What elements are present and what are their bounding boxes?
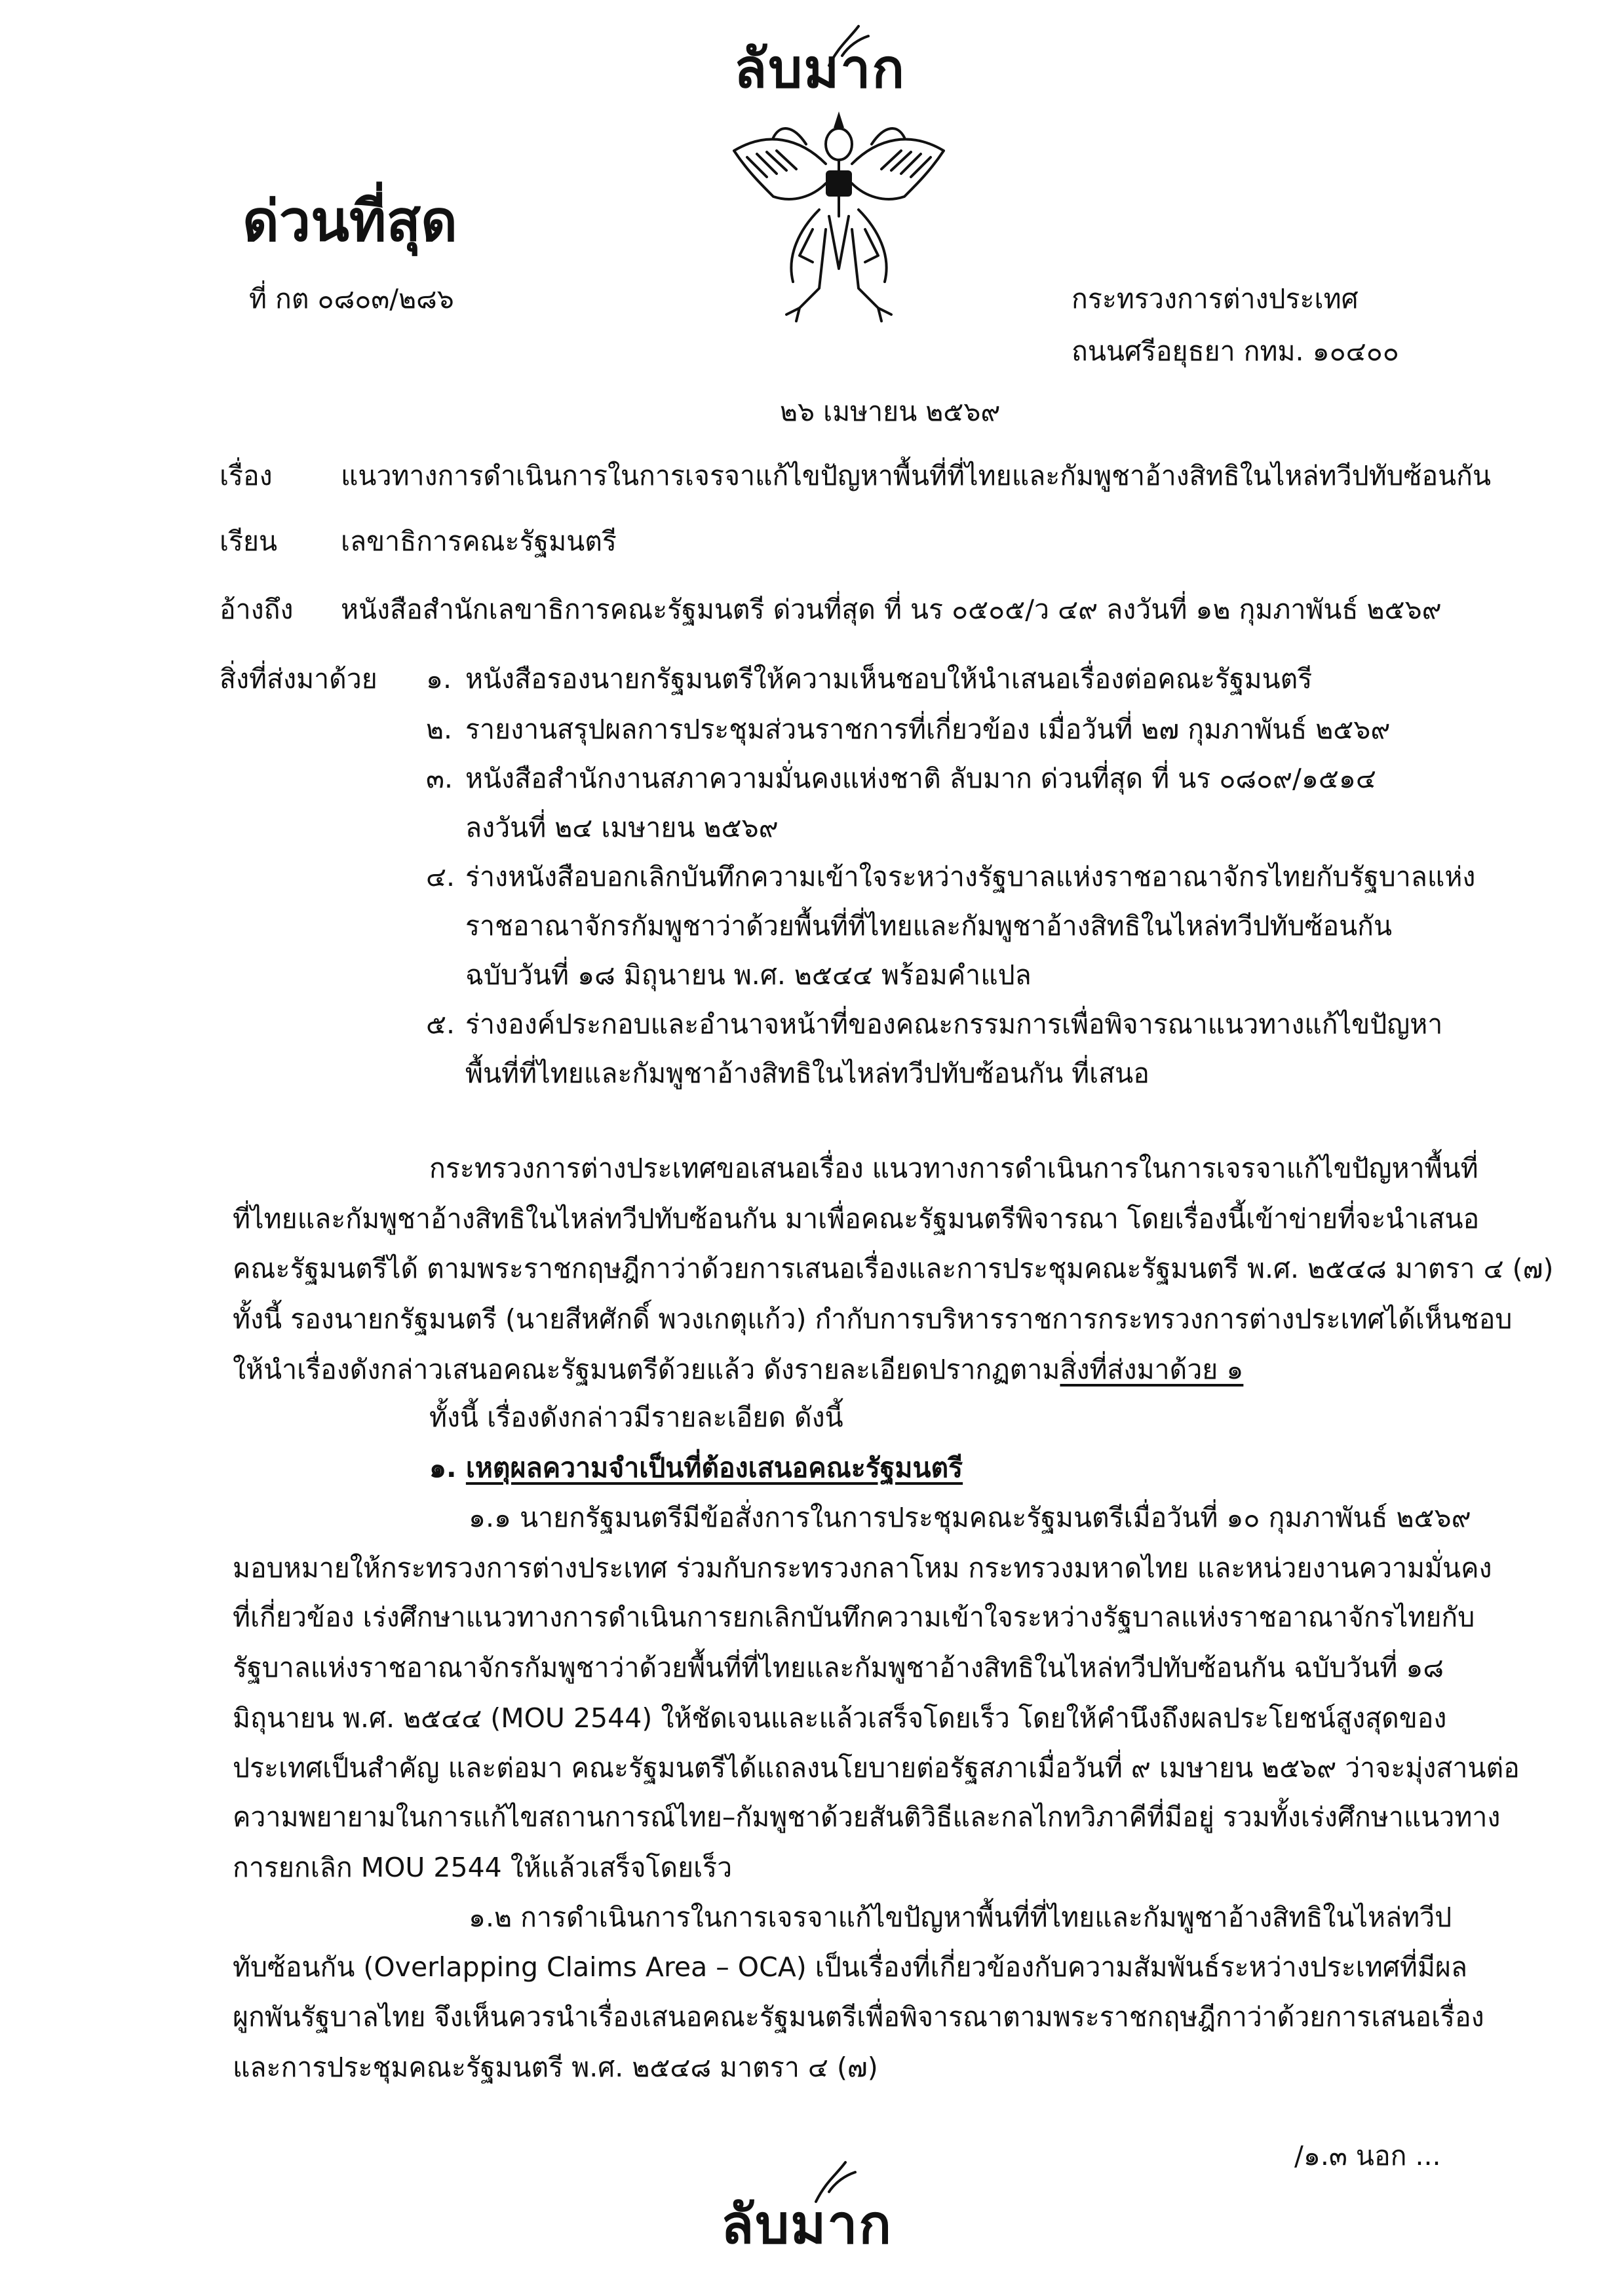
- enclosure-3-line: ลงวันที่ ๒๔ เมษายน ๒๕๖๙: [465, 812, 779, 843]
- enclosure-4-line: ฉบับวันที่ ๑๘ มิถุนายน พ.ศ. ๒๕๔๔ พร้อมคำแปล: [465, 959, 1032, 991]
- details-line: ทั้งนี้ เรื่องดังกล่าวมีรายละเอียด ดังนี้: [429, 1402, 843, 1433]
- para-1-1-line: มอบหมายให้กระทรวงการต่างประเทศ ร่วมกับกระทรวงกลาโหม กระทรวงมหาดไทย และหน่วยงานความมั่นคง: [233, 1552, 1492, 1584]
- classification-initial-mark-icon: [809, 2156, 862, 2215]
- para-1-2-line: และการประชุมคณะรัฐมนตรี พ.ศ. ๒๕๔๘ มาตรา ๔ (๗): [233, 2052, 878, 2083]
- para-1-1-line: ความพยายามในการแก้ไขสถานการณ์ไทย–กัมพูชาด้วยสันติวิธีและกลไกทวิภาคีที่มีอยู่ รวมทั้งเร่งศึกษาแนวทาง: [233, 1801, 1501, 1833]
- garuda-emblem-icon: [721, 98, 957, 328]
- org-name: กระทรวงการต่างประเทศ: [1072, 283, 1359, 315]
- intro-line: คณะรัฐมนตรีได้ ตามพระราชกฤษฎีกาว่าด้วยการเสนอเรื่องและการประชุมคณะรัฐมนตรี พ.ศ. ๒๕๔๘ มาตรา ๔ (๗): [233, 1253, 1554, 1284]
- ref-text: หนังสือสำนักเลขาธิการคณะรัฐมนตรี ด่วนที่สุด ที่ นร ๐๕๐๕/ว ๔๙ ลงวันที่ ๑๒ กุมภาพันธ์ ๒๕๖๙: [341, 594, 1442, 625]
- ref-label: อ้างถึง: [220, 594, 294, 625]
- para-1-1-line: การยกเลิก MOU 2544 ให้แล้วเสร็จโดยเร็ว: [233, 1852, 733, 1883]
- enclosure-2-num: ๒.: [426, 714, 453, 745]
- intro-line: ที่ไทยและกัมพูชาอ้างสิทธิในไหล่ทวีปทับซ้อนกัน มาเพื่อคณะรัฐมนตรีพิจารณา โดยเรื่องนี้เข้าข่ายที่จะนำเสนอ: [233, 1203, 1480, 1234]
- section-heading: [429, 1449, 963, 1487]
- classification-top: ลับมาก: [734, 38, 906, 100]
- document-date: ๒๖ เมษายน ๒๕๖๙: [780, 396, 1001, 427]
- classification-bottom: ลับมาก: [721, 2194, 893, 2256]
- to-text: เลขาธิการคณะรัฐมนตรี: [341, 526, 617, 557]
- enclosure-5-line: พื้นที่ที่ไทยและกัมพูชาอ้างสิทธิในไหล่ทวีปทับซ้อนกัน ที่เสนอ: [465, 1058, 1149, 1089]
- enclosure-3-num: ๓.: [426, 763, 454, 794]
- intro-last-line: [233, 1351, 1243, 1388]
- intro-line: กระทรวงการต่างประเทศขอเสนอเรื่อง แนวทางการดำเนินการในการเจรจาแก้ไขปัญหาพื้นที่: [429, 1153, 1478, 1184]
- para-1-1-line: ๑.๑ นายกรัฐมนตรีมีข้อสั่งการในการประชุมคณะรัฐมนตรีเมื่อวันที่ ๑๐ กุมภาพันธ์ ๒๕๖๙: [469, 1502, 1471, 1533]
- para-1-1-line: รัฐบาลแห่งราชอาณาจักรกัมพูชาว่าด้วยพื้นที่ที่ไทยและกัมพูชาอ้างสิทธิในไหล่ทวีปทับซ้อนกัน ฉบับวันที่ ๑๘: [233, 1652, 1444, 1683]
- para-1-1-line: ที่เกี่ยวข้อง เร่งศึกษาแนวทางการดำเนินการยกเลิกบันทึกความเข้าใจระหว่างรัฐบาลแห่งราชอาณาจักรไทยกับ: [233, 1601, 1475, 1633]
- para-1-2-line: ๑.๒ การดำเนินการในการเจรจาแก้ไขปัญหาพื้นที่ที่ไทยและกัมพูชาอ้างสิทธิในไหล่ทวีป: [469, 1902, 1452, 1933]
- continuation-marker: /๑.๓ นอก ...: [1294, 2140, 1441, 2172]
- enclosure-5-line: ร่างองค์ประกอบและอำนาจหน้าที่ของคณะกรรมการเพื่อพิจารณาแนวทางแก้ไขปัญหา: [465, 1008, 1443, 1040]
- subject-label: เรื่อง: [220, 460, 273, 491]
- classification-initial-mark-icon: [822, 20, 875, 79]
- enclosure-1-num: ๑.: [426, 663, 452, 695]
- subject-text: แนวทางการดำเนินการในการเจรจาแก้ไขปัญหาพื้นที่ที่ไทยและกัมพูชาอ้างสิทธิในไหล่ทวีปทับซ้อนกัน: [341, 460, 1492, 491]
- intro-last-prefix: ให้นำเรื่องดังกล่าวเสนอคณะรัฐมนตรีด้วยแล้ว ดังรายละเอียดปรากฏตาม: [233, 1354, 1060, 1385]
- para-1-1-line: ประเทศเป็นสำคัญ และต่อมา คณะรัฐมนตรีได้แถลงนโยบายต่อรัฐสภาเมื่อวันที่ ๙ เมษายน ๒๕๖๙ ว่าจะมุ่งสานต่อ: [233, 1752, 1520, 1784]
- para-1-1-line: มิถุนายน พ.ศ. ๒๕๔๔ (MOU 2544) ให้ชัดเจนและแล้วเสร็จโดยเร็ว โดยให้คำนึงถึงผลประโยชน์สูงสุดของ: [233, 1702, 1447, 1734]
- doc-number: ที่ กต ๐๘๐๓/๒๘๖: [249, 283, 454, 315]
- enclosure-4-num: ๔.: [426, 861, 455, 892]
- enclosure-1-line: หนังสือรองนายกรัฐมนตรีให้ความเห็นชอบให้นำเสนอเรื่องต่อคณะรัฐมนตรี: [465, 663, 1313, 695]
- enclosure-5-num: ๕.: [426, 1008, 455, 1040]
- urgency-label: ด่วนที่สุด: [242, 189, 457, 254]
- enclosure-4-line: ร่างหนังสือบอกเลิกบันทึกความเข้าใจระหว่างรัฐบาลแห่งราชอาณาจักรไทยกับรัฐบาลแห่ง: [465, 861, 1476, 892]
- org-address: ถนนศรีอยุธยา กทม. ๑๐๔๐๐: [1072, 335, 1399, 367]
- enclosure-4-line: ราชอาณาจักรกัมพูชาว่าด้วยพื้นที่ที่ไทยและกัมพูชาอ้างสิทธิในไหล่ทวีปทับซ้อนกัน: [465, 910, 1392, 942]
- enclosure-label: สิ่งที่ส่งมาด้วย: [220, 663, 377, 695]
- section-title: เหตุผลความจำเป็นที่ต้องเสนอคณะรัฐมนตรี: [465, 1452, 963, 1483]
- to-label: เรียน: [220, 526, 278, 557]
- enclosure-3-line: หนังสือสำนักงานสภาความมั่นคงแห่งชาติ ลับมาก ด่วนที่สุด ที่ นร ๐๘๐๙/๑๕๑๔: [465, 763, 1376, 794]
- intro-line: ทั้งนี้ รองนายกรัฐมนตรี (นายสีหศักดิ์ พวงเกตุแก้ว) กำกับการบริหารราชการกระทรวงการต่างประเทศได้เห็นชอบ: [233, 1303, 1513, 1335]
- enclosure-2-line: รายงานสรุปผลการประชุมส่วนราชการที่เกี่ยวข้อง เมื่อวันที่ ๒๗ กุมภาพันธ์ ๒๕๖๙: [465, 714, 1391, 745]
- para-1-2-line: ผูกพันรัฐบาลไทย จึงเห็นควรนำเรื่องเสนอคณะรัฐมนตรีเพื่อพิจารณาตามพระราชกฤษฎีกาว่าด้วยการเสนอเรื่อง: [233, 2001, 1484, 2033]
- enclosure-reference-link: สิ่งที่ส่งมาด้วย ๑: [1060, 1354, 1244, 1385]
- para-1-2-line: ทับซ้อนกัน (Overlapping Claims Area – OCA) เป็นเรื่องที่เกี่ยวข้องกับความสัมพันธ์ระหว่างประเทศที่มีผล: [233, 1951, 1468, 1983]
- section-number: ๑.: [429, 1452, 457, 1483]
